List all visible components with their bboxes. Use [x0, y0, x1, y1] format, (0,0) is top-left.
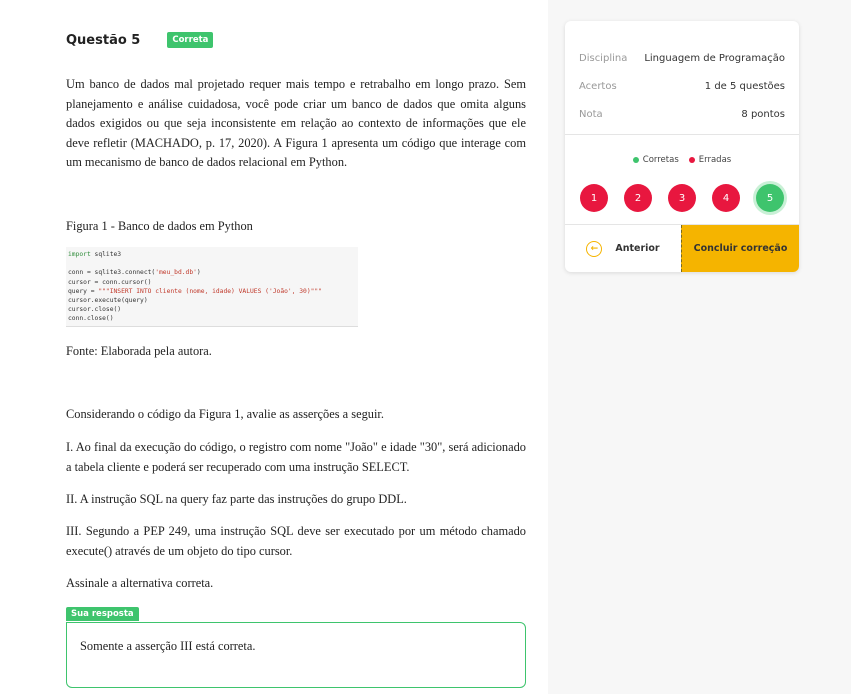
discipline-value: Linguagem de Programação: [644, 53, 785, 64]
legend-correct: Corretas: [633, 155, 679, 165]
previous-button-label: Anterior: [615, 243, 660, 254]
question-header: [66, 32, 213, 48]
answer-box: [66, 622, 526, 688]
summary-card: [565, 21, 799, 272]
figure-caption: Figura 1 - Banco de dados em Python: [66, 219, 253, 233]
instruction: Assinale a alternativa correta.: [66, 576, 214, 590]
discipline-label: Disciplina: [579, 53, 628, 64]
question-prompt: Considerando o código da Figura 1, avalie as asserções a seguir.: [66, 407, 384, 421]
green-dot-icon: [633, 157, 639, 163]
red-dot-icon: [689, 157, 695, 163]
legend-wrong: Erradas: [689, 155, 731, 165]
question-intro: Um banco de dados mal projetado requer mais tempo e retrabalho em longo prazo. Sem planejamento e análise cuidadosa, você pode criar um banco de dados que omita alguns dados exigidos ou que seja inconsistente em relação ao contexto de informações que ele deve refletir (MACHADO, p. 17, 2020). A Figura 1 apresenta um código que interage com um mecanismo de banco de dados relacional em Python.: [66, 77, 526, 169]
question-nav-1[interactable]: 1: [580, 184, 608, 212]
grade-row: [579, 109, 785, 120]
finish-correction-button[interactable]: [681, 225, 799, 272]
grade-label: Nota: [579, 109, 603, 120]
divider: [565, 134, 799, 135]
question-nav-2[interactable]: 2: [624, 184, 652, 212]
question-nav-5[interactable]: 5: [756, 184, 784, 212]
figure-source: Fonte: Elaborada pela autora.: [66, 344, 212, 358]
hits-row: [579, 81, 785, 92]
question-nav-3[interactable]: 3: [668, 184, 696, 212]
assertion-2: II. A instrução SQL na query faz parte das instruções do grupo DDL.: [66, 492, 407, 506]
status-badge: Correta: [167, 32, 213, 48]
answer-text: Somente a asserção III está correta.: [80, 639, 256, 653]
arrow-left-circle-icon: ←: [586, 241, 602, 257]
answer-label: Sua resposta: [66, 607, 139, 621]
legend: [565, 155, 799, 165]
question-nav-4[interactable]: 4: [712, 184, 740, 212]
hits-label: Acertos: [579, 81, 617, 92]
question-title: Questão 5: [66, 32, 141, 48]
grade-value: 8 pontos: [741, 109, 785, 120]
finish-button-label: Concluir correção: [693, 243, 788, 254]
discipline-row: [579, 53, 785, 64]
assertion-3: III. Segundo a PEP 249, uma instrução SQL deve ser executado por um método chamado execute() através de um objeto do tipo cursor.: [66, 524, 526, 558]
hits-value: 1 de 5 questões: [704, 81, 785, 92]
assertion-1: I. Ao final da execução do código, o registro com nome "João" e idade "30", será adicionado a tabela cliente e poderá ser recuperado com uma instrução SELECT.: [66, 440, 526, 474]
code-figure: import sqlite3 conn = sqlite3.connect('meu_bd.db') cursor = conn.cursor() query = """INSERT INTO cliente (nome, idade) VALUES ('João', 30)""" cursor.execute(query) cursor.close() conn.close(): [66, 247, 358, 327]
previous-button[interactable]: [565, 225, 681, 272]
